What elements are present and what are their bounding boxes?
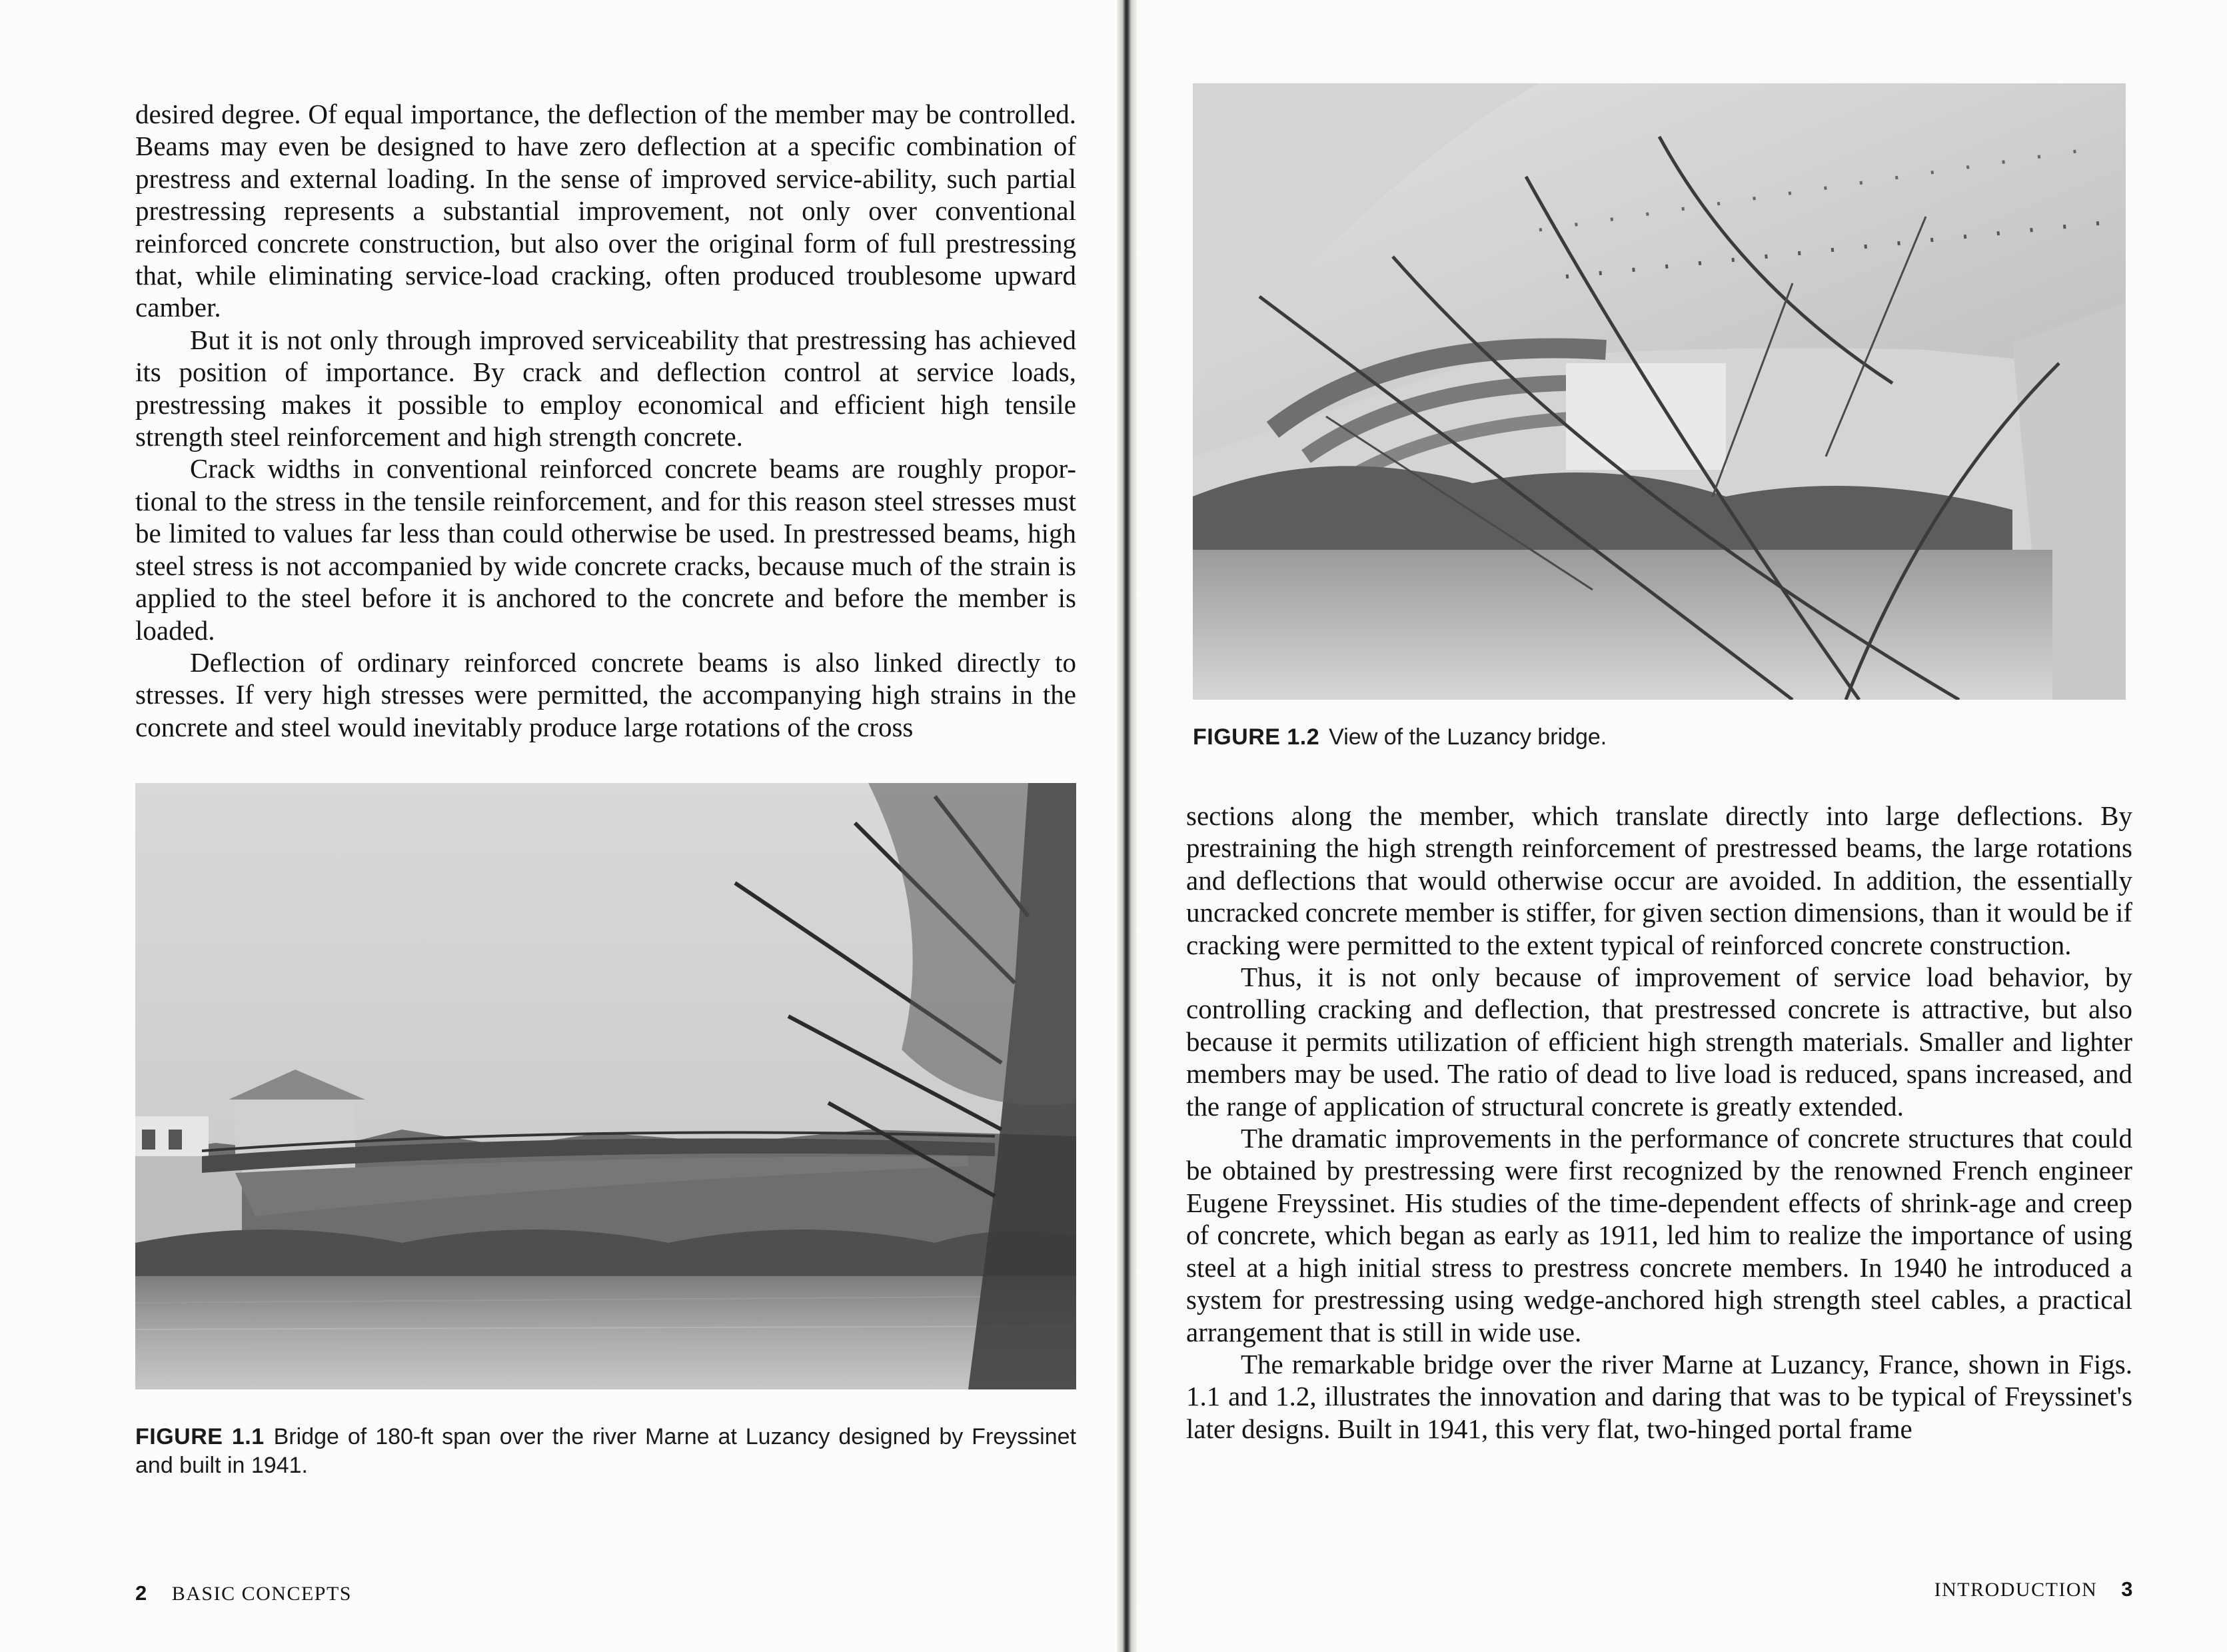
left-running-head: BASIC CONCEPTS [171, 1583, 352, 1605]
right-page-number: 3 [2121, 1577, 2134, 1601]
right-page-footer [1934, 1577, 2134, 1601]
figure-1-2-photo [1193, 83, 2126, 700]
right-paragraph-1: sections along the member, which translate directly into large deflections. By prestraining the high strength reinforcement of prestressed beams, the large rotations and deflections that would otherwise occur are avoided. In addition, the essentially uncracked concrete member is stiffer, for given section dimensions, than it would be if cracking were permitted to the extent typical of reinforced concrete construction. [1186, 800, 2132, 960]
left-paragraph-2: But it is not only through improved serviceability that prestressing has achieved its position of importance. By crack and deflection control at service loads, prestressing makes it possible to employ economical and efficient high tensile strength steel reinforcement and high strength concrete. [135, 324, 1076, 452]
figure-1-2-caption-text: View of the Luzancy bridge. [1329, 724, 1607, 750]
left-page-number: 2 [135, 1581, 148, 1605]
right-paragraph-2: Thus, it is not only because of improvement of service load behavior, by controlling cracking and deflection, that prestressed concrete is attractive, but also because it permits utilization of efficient high strength materials. Smaller and lighter members may be used. The ratio of dead to live load is reduced, spans increased, and the range of application of structural concrete is greatly extended. [1186, 962, 2132, 1122]
left-paragraph-4: Deflection of ordinary reinforced concrete beams is also linked directly to stresses. If very high stresses were permitted, the accompanying high strains in the concrete and steel would inevitably produce large rotations of the cross [135, 646, 1076, 742]
figure-1-1-number: FIGURE 1.1 [135, 1424, 265, 1449]
right-paragraph-3: The dramatic improvements in the performance of concrete structures that could be obtained by prestressing were first recognized by the renowned French engineer Eugene Freyssinet. His studies of the time-dependent effects of shrink-age and creep of concrete, which began as early as 1911, led him to realize the importance of using steel at a high initial stress to prestress concrete members. In 1940 he introduced a system for prestressing using wedge-anchored high strength steel cables, a practical arrangement that is still in wide use. [1186, 1123, 2132, 1347]
right-running-head: INTRODUCTION [1934, 1579, 2098, 1601]
figure-1-1-photo [135, 783, 1076, 1389]
figure-1-2-caption [1193, 723, 2126, 752]
figure-1-1-caption-text: Bridge of 180-ft span over the river Marne at Luzancy designed by Freyssinet and built in 1941. [135, 1424, 1076, 1478]
right-page-body-text [1186, 800, 2132, 1445]
right-paragraph-4: The remarkable bridge over the river Marne at Luzancy, France, shown in Figs. 1.1 and 1.2, illustrates the innovation and daring that was to be typical of Freyssinet's later designs. Built in 1941, this very flat, two-hinged portal frame [1186, 1348, 2132, 1444]
figure-1-1-caption [135, 1423, 1076, 1480]
book-gutter [1117, 0, 1137, 1652]
left-paragraph-3: Crack widths in conventional reinforced concrete beams are roughly propor-tional to the stress in the tensile reinforcement, and for this reason steel stresses must be limited to values far less than could otherwise be used. In prestressed beams, high steel stress is not accompanied by wide concrete cracks, because much of the strain is applied to the steel before it is anchored to the concrete and before the member is loaded. [135, 453, 1076, 646]
left-page-body-text [135, 98, 1076, 743]
left-paragraph-1: desired degree. Of equal importance, the deflection of the member may be controlled. Beams may even be designed to have zero deflection at a specific combination of prestress and external loading. In the sense of improved service-ability, such partial prestressing represents a substantial improvement, not only over conventional reinforced concrete construction, but also over the original form of full prestressing that, while eliminating service-load cracking, often produced troublesome upward camber. [135, 99, 1076, 323]
left-page-footer [135, 1581, 352, 1605]
figure-1-2-number: FIGURE 1.2 [1193, 724, 1320, 750]
